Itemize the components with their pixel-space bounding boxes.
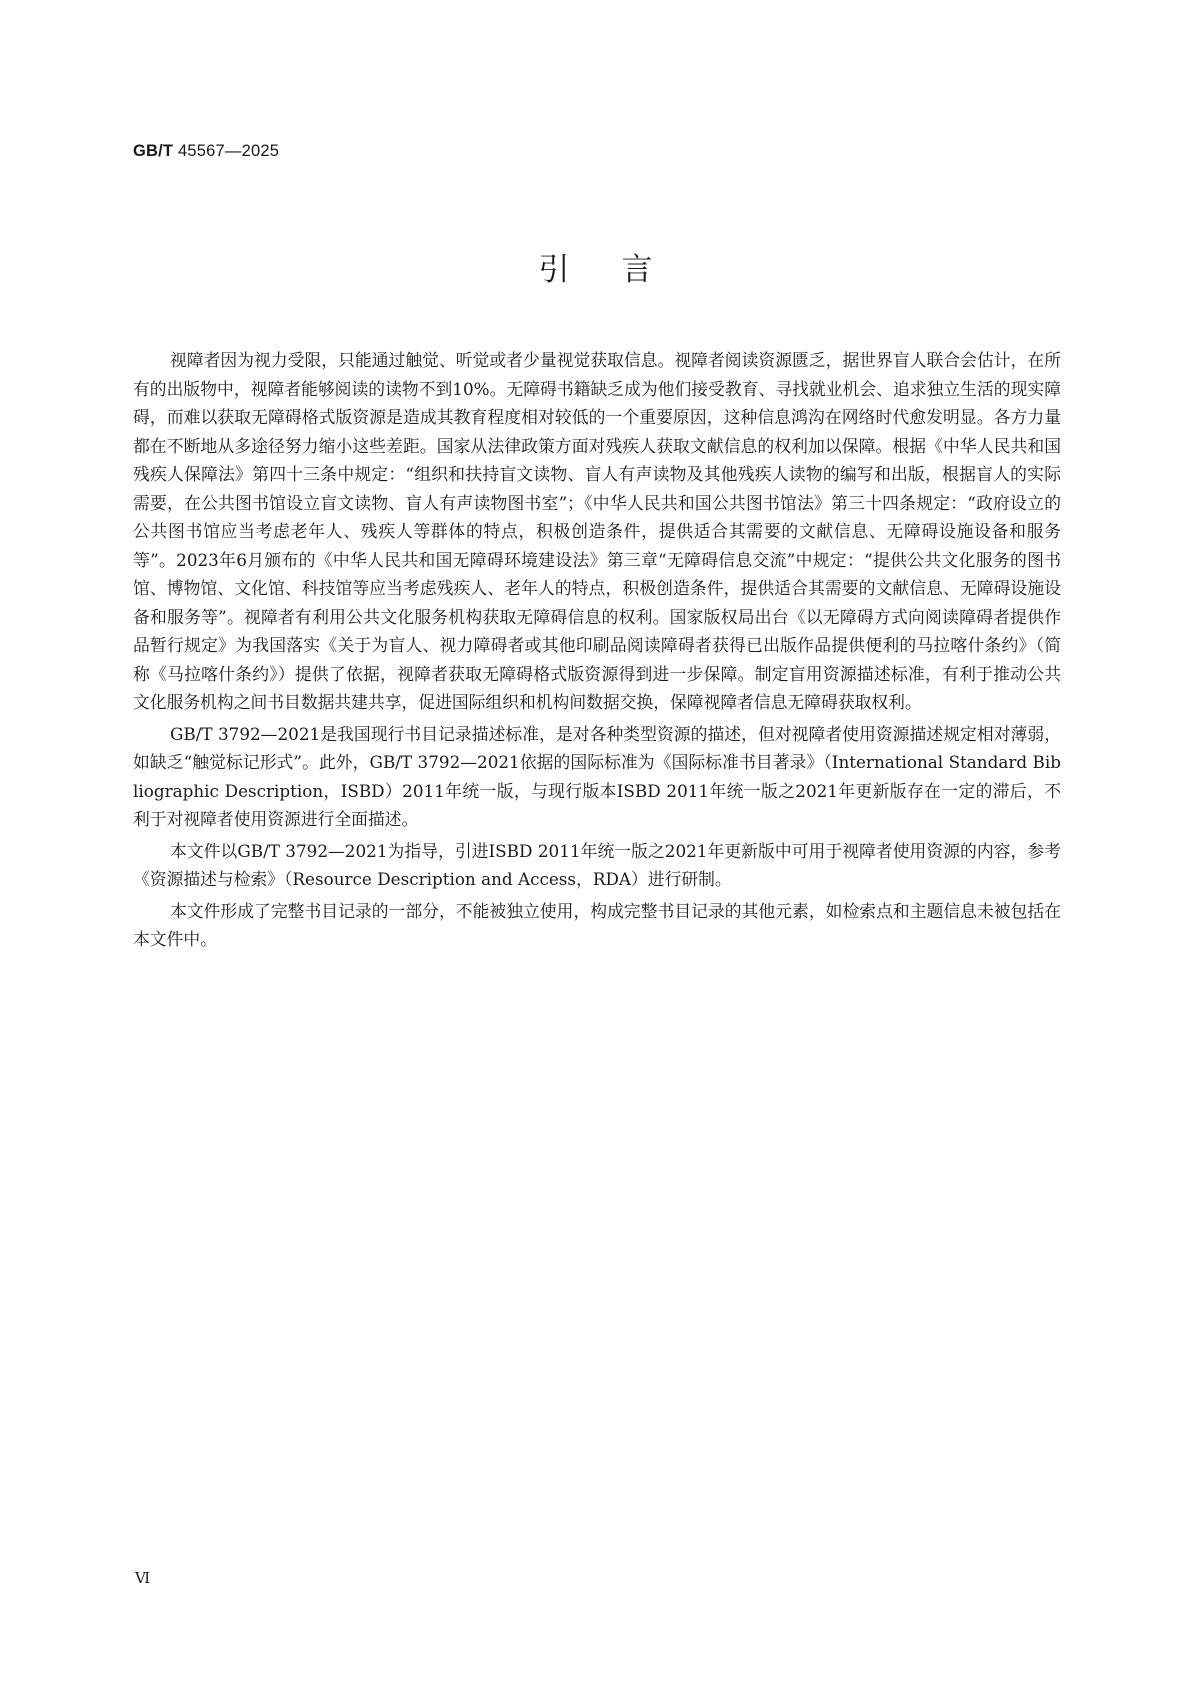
standard-code bbox=[133, 142, 279, 161]
standard-code-prefix: GB/T bbox=[133, 142, 174, 160]
page-title: 引言 bbox=[538, 252, 705, 288]
standard-code-number: 45567—2025 bbox=[178, 142, 280, 160]
introduction-body bbox=[133, 346, 1061, 957]
paragraph-2: GB/T 3792—2021是我国现行书目记录描述标准，是对各种类型资源的描述，但对视障者使用资源描述规定相对薄弱，如缺乏“触觉标记形式”。此外，GB/T 3792—2021依据的国际标准为《国际标准书目著录》（International Standard Bibliographic Description，ISBD）2011年统一版，与现行版本ISBD 2011年统一版之2021年更新版存在一定的滞后，不利于对视障者使用资源进行全面描述。 bbox=[133, 723, 1061, 829]
page-number: Ⅵ bbox=[135, 1569, 151, 1587]
paragraph-1: 视障者因为视力受限，只能通过触觉、听觉或者少量视觉获取信息。视障者阅读资源匮乏，据世界盲人联合会估计，在所有的出版物中，视障者能够阅读的读物不到10%。无障碍书籍缺乏成为他们接受教育、寻找就业机会、追求独立生活的现实障碍，而难以获取无障碍格式版资源是造成其教育程度相对较低的一个重要原因，这种信息鸿沟在网络时代愈发明显。各方力量都在不断地从多途径努力缩小这些差距。国家从法律政策方面对残疾人获取文献信息的权利加以保障。根据《中华人民共和国残疾人保障法》第四十三条中规定：“组织和扶持盲文读物、盲人有声读物及其他残疾人读物的编写和出版，根据盲人的实际需要，在公共图书馆设立盲文读物、盲人有声读物图书室”；《中华人民共和国公共图书馆法》第三十四条规定：“政府设立的公共图书馆应当考虑老年人、残疾人等群体的特点，积极创造条件，提供适合其需要的文献信息、无障碍设施设备和服务等”。2023年6月颁布的《中华人民共和国无障碍环境建设法》第三章“无障碍信息交流”中规定：“提供公共文化服务的图书馆、博物馆、文化馆、科技馆等应当考虑残疾人、老年人的特点，积极创造条件，提供适合其需要的文献信息、无障碍设施设备和服务等”。视障者有利用公共文化服务机构获取无障碍信息的权利。国家版权局出台《以无障碍方式向阅读障碍者提供作品暂行规定》为我国落实《关于为盲人、视力障碍者或其他印刷品阅读障碍者获得已出版作品提供便利的马拉喀什条约》（简称《马拉喀什条约》）提供了依据，视障者获取无障碍格式版资源得到进一步保障。制定盲用资源描述标准，有利于推动公共文化服务机构之间书目数据共建共享，促进国际组织和机构间数据交换，保障视障者信息无障碍获取权利。 bbox=[133, 350, 1061, 712]
paragraph-3: 本文件以GB/T 3792—2021为指导，引进ISBD 2011年统一版之2021年更新版中可用于视障者使用资源的内容，参考《资源描述与检索》（Resource Description and Access，RDA）进行研制。 bbox=[133, 840, 1061, 889]
paragraph-4: 本文件形成了完整书目记录的一部分，不能被独立使用，构成完整书目记录的其他元素，如检索点和主题信息未被包括在本文件中。 bbox=[133, 900, 1061, 949]
